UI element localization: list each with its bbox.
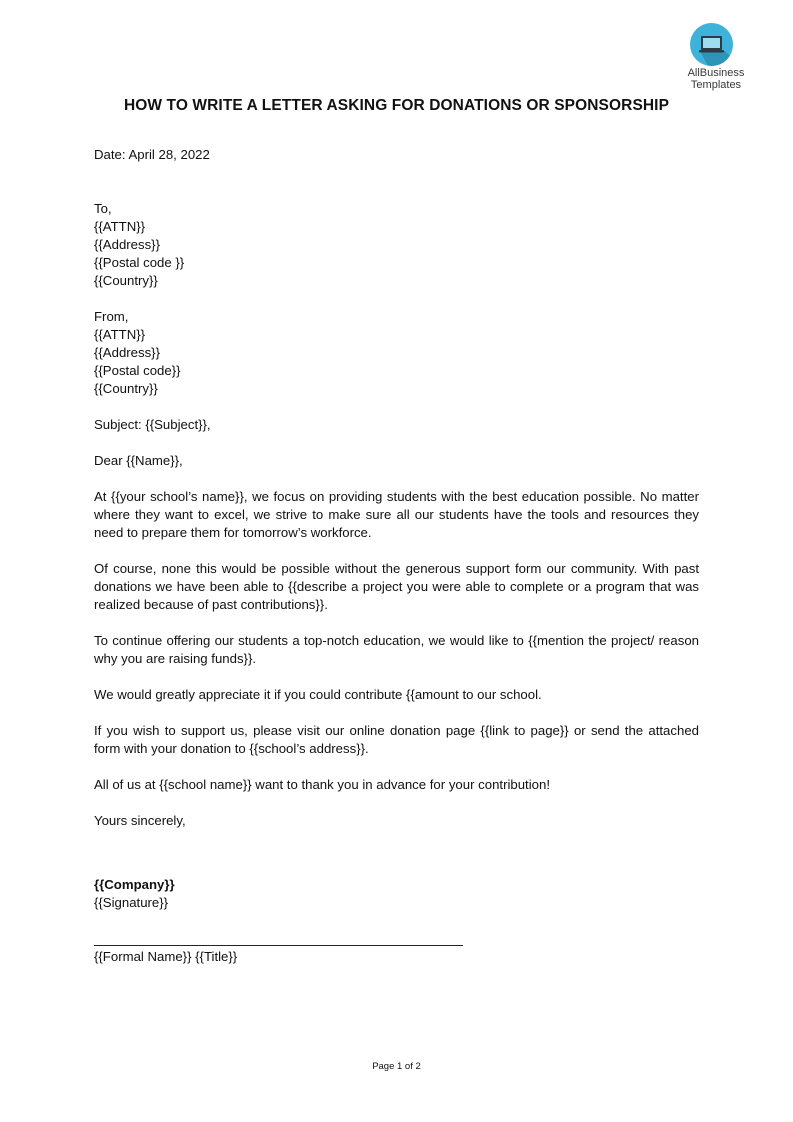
company-name: {{Company}} bbox=[94, 877, 175, 892]
document-title: HOW TO WRITE A LETTER ASKING FOR DONATIONS OR SPONSORSHIP bbox=[123, 97, 670, 114]
logo-line-2: Templates bbox=[690, 79, 742, 91]
letter-body bbox=[94, 146, 699, 912]
paragraph-3: To continue offering our students a top-notch education, we would like to {{mention the project/ reason why you are raising funds}}. bbox=[94, 633, 699, 666]
closing: Yours sincerely, bbox=[94, 813, 186, 828]
from-address: {{Address}} bbox=[94, 345, 160, 360]
to-postal: {{Postal code }} bbox=[94, 255, 185, 270]
signature-line bbox=[94, 945, 463, 946]
logo-line-1: AllBusiness bbox=[687, 67, 745, 79]
formal-name: {{Formal Name}} {{Title}} bbox=[94, 949, 238, 964]
from-country: {{Country}} bbox=[94, 381, 158, 396]
salutation: Dear {{Name}}, bbox=[94, 453, 183, 468]
logo-text bbox=[676, 67, 756, 91]
page-footer: Page 1 of 2 bbox=[372, 1061, 421, 1072]
laptop-icon bbox=[690, 23, 733, 66]
from-postal: {{Postal code}} bbox=[94, 363, 181, 378]
to-country: {{Country}} bbox=[94, 273, 158, 288]
signature-placeholder: {{Signature}} bbox=[94, 895, 169, 910]
to-label: To, bbox=[94, 201, 112, 216]
date-line: Date: April 28, 2022 bbox=[94, 147, 210, 162]
from-label: From, bbox=[94, 309, 129, 324]
to-address: {{Address}} bbox=[94, 237, 160, 252]
paragraph-2: Of course, none this would be possible without the generous support form our community. With past donations we have been able to {{describe a project you were able to complete or a program that was realized because of past contributions}}. bbox=[94, 561, 699, 612]
to-attn: {{ATTN}} bbox=[94, 219, 146, 234]
paragraph-1: At {{your school’s name}}, we focus on providing students with the best education possible. No matter where they want to excel, we strive to make sure all our students have the tools and resources they need to prepare them for tomorrow’s workforce. bbox=[94, 489, 699, 540]
from-attn: {{ATTN}} bbox=[94, 327, 146, 342]
paragraph-4: We would greatly appreciate it if you could contribute {{amount to our school. bbox=[94, 687, 542, 702]
company-logo bbox=[676, 20, 756, 96]
paragraph-5: If you wish to support us, please visit our online donation page {{link to page}} or send the attached form with your donation to {{school’s address}}. bbox=[94, 723, 699, 756]
paragraph-6: All of us at {{school name}} want to thank you in advance for your contribution! bbox=[94, 777, 550, 792]
subject-line: Subject: {{Subject}}, bbox=[94, 417, 211, 432]
